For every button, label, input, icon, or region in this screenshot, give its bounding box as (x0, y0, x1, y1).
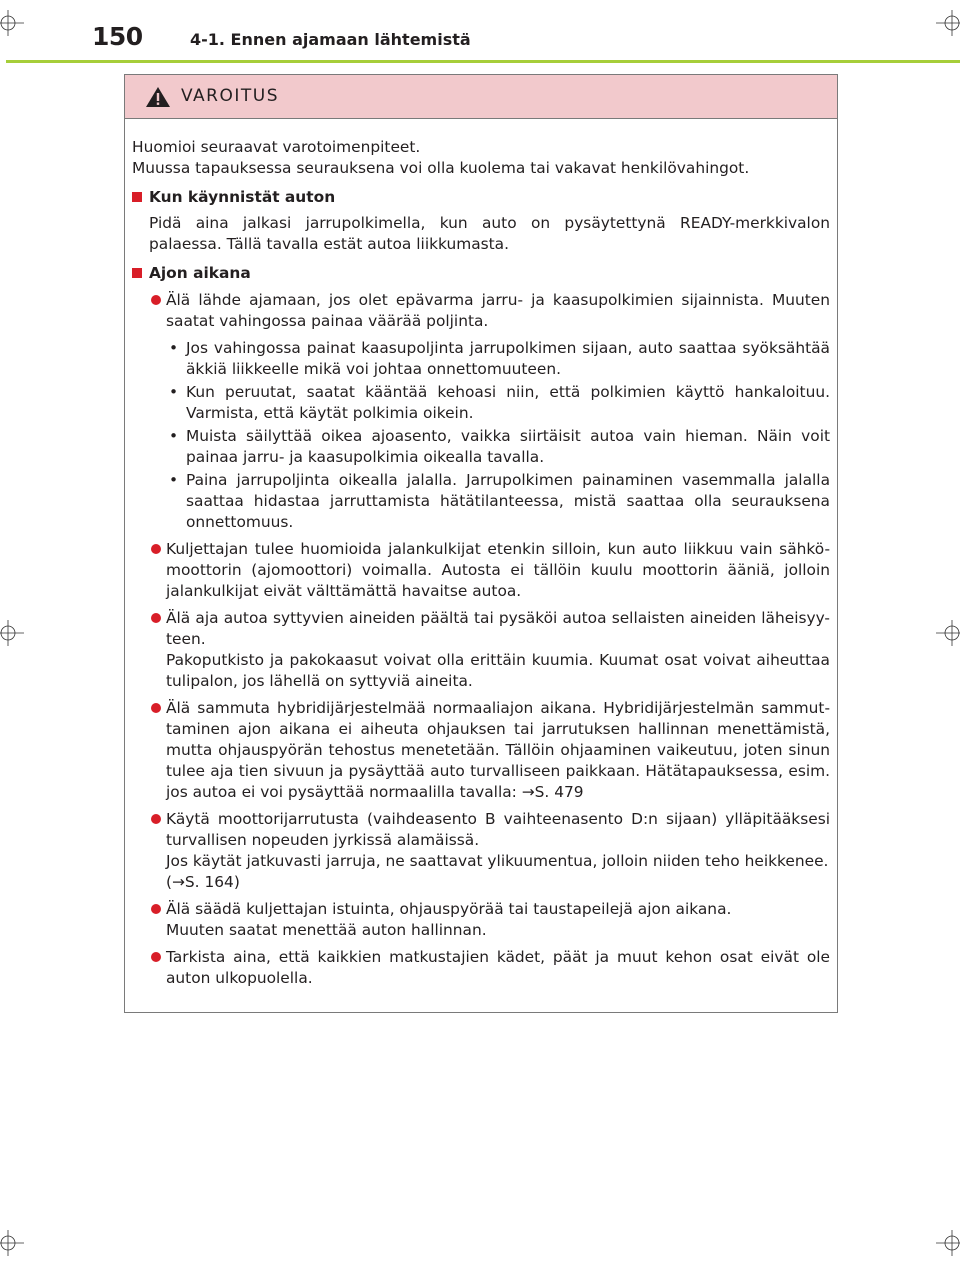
header-rule (6, 60, 960, 63)
red-dot-icon (151, 613, 161, 623)
list-item-text: Tarkista aina, että kaikkien matkustajien kädet, päät ja muut kehon osat eivät ole auton ulkopuolella. (166, 948, 830, 987)
warning-triangle-icon (145, 86, 171, 112)
page-reference: →S. 479 (521, 783, 584, 801)
page-reference: (→S. 164) (166, 873, 240, 891)
list-item (132, 947, 830, 989)
crop-mark-bottom-right (932, 1230, 960, 1256)
sub-list-item (169, 338, 830, 380)
warning-content (132, 137, 830, 989)
list-item (132, 698, 830, 803)
list-item-text: Älä aja autoa syttyvien aineiden päältä tai pysäköi autoa sellaisten aineiden läheisyy-teen. (166, 609, 830, 648)
page-number: 150 (92, 22, 143, 51)
section-title: 4-1. Ennen ajamaan lähtemistä (190, 30, 471, 49)
list-item-text-2: Muuten saatat menettää auton hallinnan. (166, 921, 487, 939)
small-bullet-icon: • (169, 427, 179, 445)
section-heading-starting (132, 187, 830, 208)
red-dot-icon (151, 814, 161, 824)
crop-mark-bottom-left (0, 1230, 26, 1256)
list-item-text: Kuljettajan tulee huomioida jalankulkijat etenkin silloin, kun auto liikkuu vain sähkö-moottorin (ajomoottori) voimalla. Autosta ei tällöin kuulu moottorin ääniä, jolloin jalankulkijat eivät välttämättä havaitse autoa. (166, 540, 830, 600)
list-item (132, 608, 830, 692)
red-dot-icon (151, 904, 161, 914)
crop-mark-top-right (932, 10, 960, 36)
red-square-icon (132, 192, 142, 202)
warning-intro (132, 137, 830, 179)
list-item (132, 290, 830, 332)
crop-mark-top-left (0, 10, 26, 36)
section-heading-text: Kun käynnistät auton (149, 188, 336, 206)
sub-list-item (169, 470, 830, 533)
section-heading-driving (132, 263, 830, 284)
red-dot-icon (151, 952, 161, 962)
list-item (132, 899, 830, 941)
red-dot-icon (151, 544, 161, 554)
list-item-text: Älä sammuta hybridijärjestelmää normaaliajon aikana. Hybridijärjestelmän sammut-taminen ajon aikana ei aiheuta ohjauksen tai jarrutuksen hallinnan menettämistä, mutta ohjauspyörän tehostus menetetään. Tällöin ohjaaminen vaikeutuu, joten sinun tulee aja tien sivuun ja pysäyttää auto turvalliseen paikkaan. Hätätapauksessa, esim. jos autoa ei voi pysäyttää normaalilla tavalla: (166, 699, 830, 801)
list-item-text: Älä säädä kuljettajan istuinta, ohjauspyörää tai taustapeilejä ajon aikana. (166, 900, 732, 918)
list-item-text: Käytä moottorijarrutusta (vaihdeasento B vaihteenasento D:n sijaan) ylläpitääksesi turvallisen nopeuden jyrkissä alamäissä. (166, 810, 830, 849)
intro-line-2: Muussa tapauksessa seurauksena voi olla kuolema tai vakavat henkilövahingot. (132, 159, 750, 177)
sub-list-item-text: Kun peruutat, saatat kääntää kehoasi niin, että polkimien käyttö hankaloituu. Varmista, että käytät polkimia oikein. (186, 383, 830, 422)
small-bullet-icon: • (169, 471, 179, 489)
small-bullet-icon: • (169, 383, 179, 401)
list-item-text-2: Pakoputkisto ja pakokaasut voivat olla erittäin kuumia. Kuumat osat voivat aiheuttaa tulipalon, jos lähellä on syttyviä aineita. (166, 651, 830, 690)
list-item-text-2: Jos käytät jatkuvasti jarruja, ne saattavat ylikuumentua, jolloin niiden teho heikkenee. (166, 852, 829, 870)
list-item (132, 809, 830, 893)
list-item-text: Älä lähde ajamaan, jos olet epävarma jarru- ja kaasupolkimien sijainnista. Muuten saatat vahingossa painaa väärää poljinta. (166, 291, 830, 330)
small-bullet-icon: • (169, 339, 179, 357)
warning-header (125, 75, 837, 119)
crop-mark-mid-left (0, 620, 26, 646)
red-dot-icon (151, 703, 161, 713)
intro-line-1: Huomioi seuraavat varotoimenpiteet. (132, 138, 421, 156)
list-item (132, 539, 830, 602)
sub-list-item (169, 382, 830, 424)
sub-list-item-text: Paina jarrupoljinta oikealla jalalla. Jarrupolkimen painaminen vasemmalla jalalla saattaa hidastaa jarruttamista hätätilanteessa, mistä saattaa olla seurauksena onnettomuus. (186, 471, 830, 531)
sub-list-item-text: Muista säilyttää oikea ajoasento, vaikka siirtäisit autoa vain hieman. Näin voit painaa jarru- ja kaasupolkimia oikealla tavalla. (186, 427, 830, 466)
section-body-starting: Pidä aina jalkasi jarrupolkimella, kun auto on pysäytettynä READY-merkkivalon palaessa. Tällä tavalla estät autoa liikkumasta. (149, 214, 830, 253)
warning-title: VAROITUS (181, 86, 279, 106)
sub-list-item-text: Jos vahingossa painat kaasupoljinta jarrupolkimen sijaan, auto saattaa syöksähtää äkkiä liikkeelle mikä voi johtaa onnettomuuteen. (186, 339, 830, 378)
section-heading-text: Ajon aikana (149, 264, 251, 282)
warning-box (124, 74, 838, 1013)
red-square-icon (132, 268, 142, 278)
crop-mark-mid-right (932, 620, 960, 646)
red-dot-icon (151, 295, 161, 305)
sub-list-item (169, 426, 830, 468)
